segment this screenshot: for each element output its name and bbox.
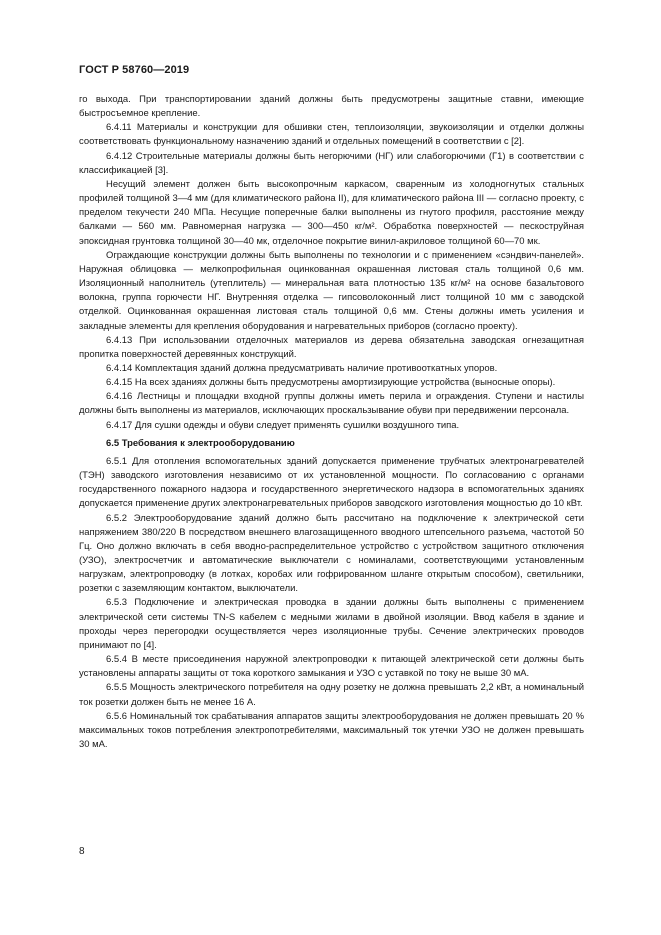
paragraph: 6.4.13 При использовании отделочных материалов из дерева обязательна заводская огнезащитная пропитка поверхностей деревянных конструкций.: [79, 334, 584, 360]
paragraph: 6.4.12 Строительные материалы должны быть негорючими (НГ) или слабогорючими (Г1) в соответствии с классификацией [3].: [79, 150, 584, 176]
document-body: [79, 93, 584, 752]
paragraph: 6.5.5 Мощность электрического потребителя на одну розетку не должна превышать 2,2 кВт, а номинальный ток розетки должен быть не менее 16 А.: [79, 682, 584, 708]
paragraph: го выхода. При транспортировании зданий должны быть предусмотрены защитные ставни, имеющие быстросъемное крепление.: [79, 94, 584, 120]
paragraph: 6.5.3 Подключение и электрическая проводка в здании должны быть выполнены с применением электрической сети системы TN-S кабелем с медными жилами в двойной изоляции. Ввод кабеля в здание и проходы через перегородки осуществляется через изоляционные трубы. Сечение электрических проводов принимают по [4].: [79, 597, 584, 651]
paragraph: 6.4.16 Лестницы и площадки входной группы должны иметь перила и ограждения. Ступени и настилы должны быть выполнены из материалов, исключающих проскальзывание обуви при передвижении персонала.: [79, 391, 584, 417]
paragraph: Несущий элемент должен быть высокопрочным каркасом, сваренным из холодногнутых стальных профилей толщиной 3—4 мм (для климатического района II), для климатического района III — согласно проекту, с пределом текучести 240 МПа. Несущие поперечные балки выполнены из гнутого профиля, расстояние между балками — 560 мм. Равномерная нагрузка — 300—450 кг/м². Обработка поверхностей — пескоструйная эпоксидная грунтовка толщиной 30—40 мк, отделочное покрытие винил-акриловое толщиной 60—70 мк.: [79, 178, 584, 247]
page-number: 8: [79, 846, 85, 857]
paragraph: 6.4.17 Для сушки одежды и обуви следует применять сушилки воздушного типа.: [106, 419, 460, 431]
paragraph: 6.5.6 Номинальный ток срабатывания аппаратов защиты электрооборудования не должен превышать 20 % максимальных токов потребления электропотребителями, максимальный ток утечки УЗО не должен превышать 30 мА.: [79, 710, 584, 751]
paragraph: 6.4.14 Комплектация зданий должна предусматривать наличие противооткатных упоров.: [106, 362, 498, 374]
paragraph: 6.5.1 Для отопления вспомогательных зданий допускается применение трубчатых электронагревателей (ТЭН) заводского изготовления независимо от их установленной мощности. По согласованию с органами государственного пожарного надзора и государственного энергетического надзора в вспомогательных зданиях допускается применение других электронагревательных приборов заводского изготовления мощностью до 10 кВт.: [79, 455, 584, 510]
document-header: ГОСТ Р 58760—2019: [79, 64, 190, 76]
paragraph: Ограждающие конструкции должны быть выполнены по технологии и с применением «сэндвич-панелей». Наружная облицовка — мелкопрофильная оцинкованная окрашенная листовая сталь толщиной 0,6 мм. Изоляционный наполнитель (утеплитель) — минеральная вата плотностью 135 кг/м² на основе базальтового волокна, группа горючести НГ. Внутренняя отделка — гипсоволоконный лист толщиной 10 мм с заводской отделкой. Оцинкованная окрашенная листовая сталь толщиной 0,6 мм. Стены должны иметь усиления и закладные элементы для крепления оборудования и нагревательных приборов (согласно проекту).: [79, 249, 584, 332]
paragraph: 6.5.4 В месте присоединения наружной электропроводки к питающей электрической сети должны быть установлены аппараты защиты от тока короткого замыкания и УЗО с уставкой по току не выше 30 мА.: [79, 654, 584, 680]
paragraph: 6.4.11 Материалы и конструкции для обшивки стен, теплоизоляции, звукоизоляции и отделки должны соответствовать функциональному назначению зданий и отдельных помещений в соответствии с [2].: [79, 122, 584, 148]
paragraph: 6.4.15 На всех зданиях должны быть предусмотрены амортизирующие устройства (выносные опоры).: [106, 377, 556, 389]
section-heading: 6.5 Требования к электрооборудованию: [106, 437, 295, 449]
paragraph: 6.5.2 Электрооборудование зданий должно быть рассчитано на подключение к электрической сети напряжением 380/220 В посредством внешнего влагозащищенного вводного штепсельного разъема, частотой 50 Гц. Оно должно включать в себя вводно-распределительное устройство с устройством защитного отключения (УЗО), электросчетчик и автоматические выключатели с номиналами, соответствующими установленным нагрузкам, электропроводку (в лотках, коробах или гофрированном шланге открытым способом), светильники, розетки с заземляющим контактом, выключатели.: [79, 512, 584, 595]
